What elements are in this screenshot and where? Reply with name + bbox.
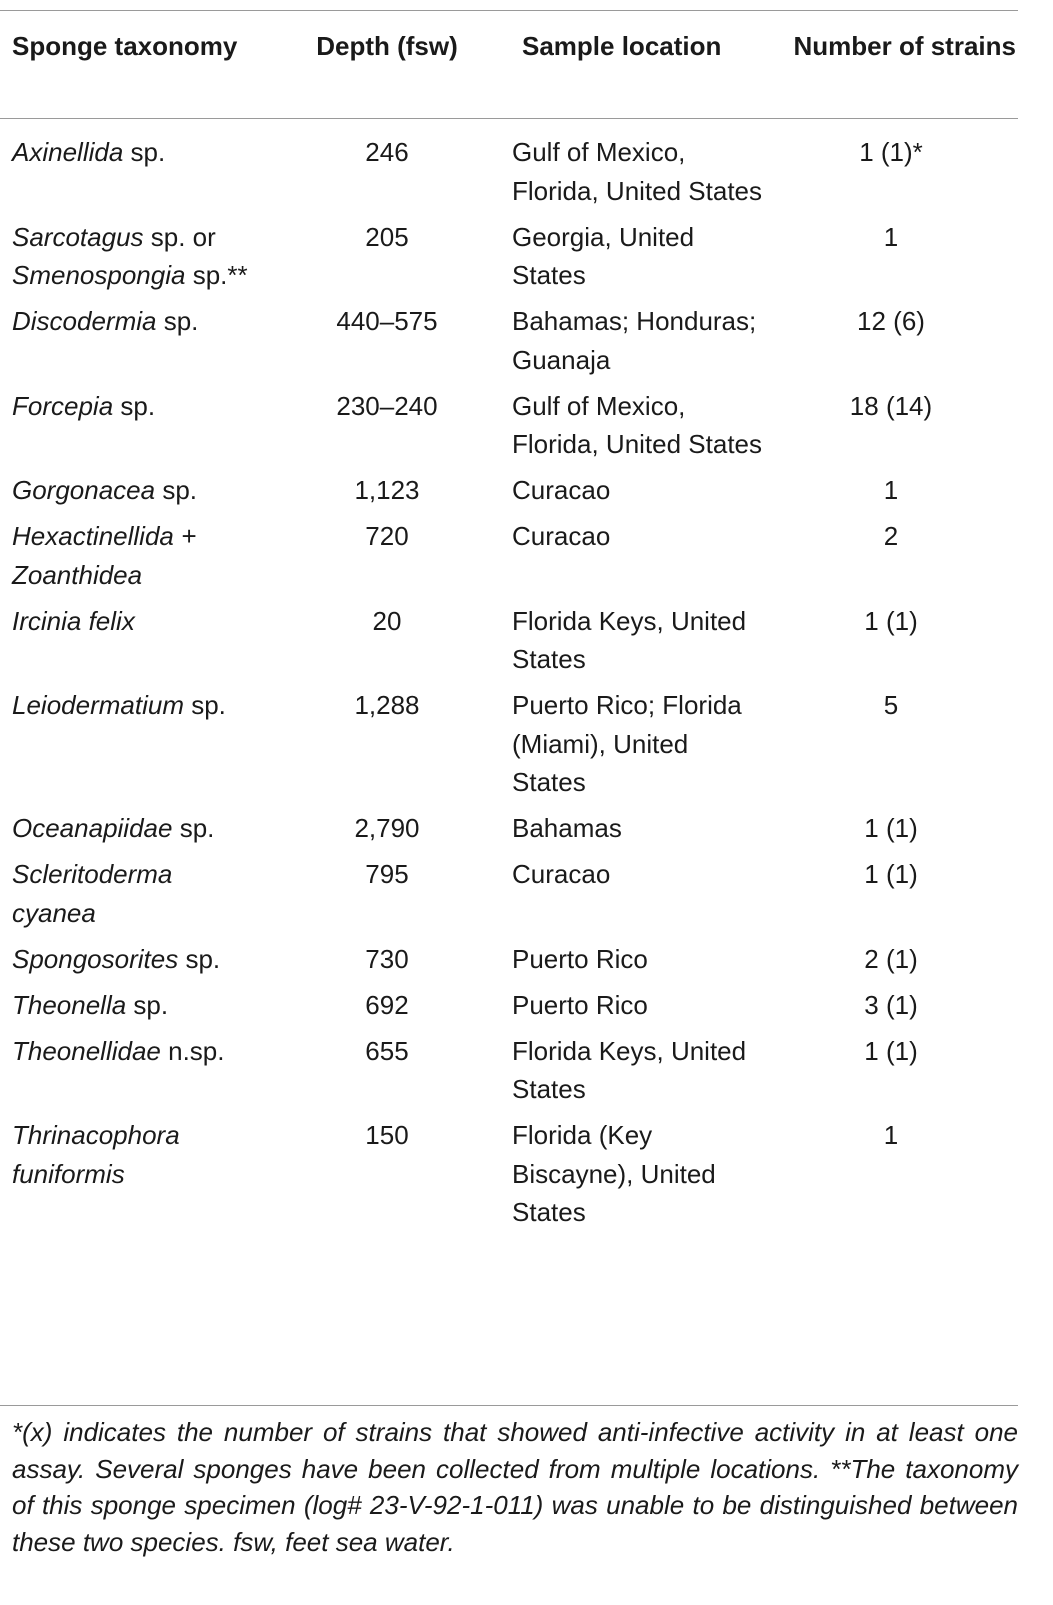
taxon-suffix: sp. (172, 813, 215, 843)
taxon-suffix: sp. (178, 943, 221, 974)
taxon-name: Sarcotagus (12, 221, 144, 252)
cell-sample-location: Bahamas (512, 813, 622, 843)
cell-sample-location: Puerto Rico (512, 943, 648, 974)
cell-taxonomy (0, 218, 262, 303)
table-row (0, 809, 1018, 855)
cell-depth: 1,123 (354, 475, 420, 505)
cell-sample-location: Curacao (512, 475, 611, 505)
cell-depth: 730 (365, 943, 409, 974)
cell-taxonomy (0, 986, 262, 1032)
table-row (0, 302, 1018, 387)
table-row (0, 118, 1018, 218)
cell-depth: 20 (372, 605, 402, 636)
cell-sample-location: Curacao (512, 521, 611, 551)
cell-sample-location: Gulf of Mexico, Florida, United States (512, 137, 763, 206)
cell-taxonomy (0, 387, 262, 472)
cell-depth: 655 (365, 1035, 409, 1066)
cell-number-of-strains: 1 (1)* (859, 137, 923, 167)
cell-sample-location: Florida (Key Biscayne), United States (512, 1120, 716, 1227)
cell-sample-location: Puerto Rico; Florida (Miami), United States (512, 690, 742, 797)
taxon-name: Oceanapiidae (12, 813, 173, 843)
cell-depth: 720 (365, 521, 409, 551)
taxon-suffix: sp. (183, 690, 226, 720)
table-row (0, 686, 1018, 809)
cell-taxonomy (0, 940, 262, 986)
taxon-name: Discodermia (12, 306, 157, 336)
header-sample-location: Sample location (522, 31, 722, 61)
taxon-suffix-alt: sp.** (185, 260, 248, 290)
cell-depth: 2,790 (354, 813, 420, 843)
taxon-suffix: sp. (113, 390, 156, 421)
cell-taxonomy (0, 471, 262, 517)
table-row (0, 387, 1018, 472)
cell-number-of-strains: 3 (1) (864, 989, 918, 1020)
taxon-name: Axinellida (12, 137, 124, 167)
header-depth: Depth (fsw) (316, 31, 458, 61)
cell-number-of-strains: 12 (6) (857, 306, 925, 336)
taxon-suffix: sp. (155, 475, 198, 505)
taxon-suffix: sp. (123, 137, 166, 167)
table-row (0, 602, 1018, 687)
table-row (0, 517, 1018, 602)
taxon-name: Scleritoderma cyanea (12, 859, 173, 928)
cell-number-of-strains: 18 (14) (849, 390, 933, 421)
table-header-row (0, 10, 1018, 118)
cell-number-of-strains: 1 (1) (864, 1035, 918, 1066)
cell-depth: 1,288 (354, 690, 420, 720)
cell-taxonomy (0, 686, 262, 809)
table-row (0, 1116, 1018, 1239)
table-bottom-rule (0, 1405, 1018, 1406)
cell-number-of-strains: 1 (883, 1120, 899, 1150)
table-row (0, 986, 1018, 1032)
table-row (0, 471, 1018, 517)
table-row (0, 855, 1018, 940)
taxon-name: Leiodermatium (12, 690, 184, 720)
taxon-suffix: n.sp. (160, 1035, 225, 1066)
cell-taxonomy (0, 517, 262, 602)
taxon-name: Hexactinellida + Zoanthidea (12, 521, 197, 590)
cell-depth: 440–575 (336, 306, 438, 336)
cell-sample-location: Florida Keys, United States (512, 1035, 747, 1104)
table-body (0, 118, 1018, 1239)
taxon-name-alt: Smenospongia (12, 260, 186, 290)
cell-depth: 150 (365, 1120, 409, 1150)
cell-taxonomy (0, 118, 262, 218)
taxon-name: Gorgonacea (12, 475, 156, 505)
cell-number-of-strains: 2 (1) (864, 943, 918, 974)
taxon-name: Spongosorites (12, 943, 179, 974)
cell-taxonomy (0, 302, 262, 387)
cell-sample-location: Gulf of Mexico, Florida, United States (512, 390, 763, 459)
taxon-name: Theonellidae (12, 1035, 161, 1066)
cell-taxonomy (0, 855, 262, 940)
table-footnote: *(x) indicates the number of strains that showed anti-infective activity in at least one assay. Several sponges have been collected from multiple locations. **The taxonomy of this sponge specimen (log# 23-V-92-1-011) was unable to be distinguished between these two species. fsw, feet sea water. (12, 1417, 1018, 1557)
cell-sample-location: Florida Keys, United States (512, 605, 747, 674)
cell-taxonomy (0, 1116, 262, 1239)
cell-depth: 692 (365, 989, 409, 1020)
taxon-suffix: sp. (126, 989, 169, 1020)
taxon-name: Ircinia felix (12, 605, 135, 636)
cell-taxonomy (0, 602, 262, 687)
sponge-strains-table (0, 10, 1018, 1239)
cell-sample-location: Curacao (512, 859, 611, 889)
header-number-of-strains: Number of strains (793, 31, 1016, 61)
cell-number-of-strains: 5 (883, 690, 899, 720)
cell-number-of-strains: 1 (883, 475, 899, 505)
taxon-suffix: sp. or (143, 221, 216, 252)
cell-taxonomy (0, 809, 262, 855)
table-row (0, 940, 1018, 986)
taxon-name: Thrinacophora funiformis (12, 1120, 180, 1189)
cell-number-of-strains: 2 (883, 521, 899, 551)
cell-sample-location: Puerto Rico (512, 989, 648, 1020)
cell-number-of-strains: 1 (1) (864, 813, 918, 843)
cell-depth: 205 (365, 221, 409, 252)
header-sponge-taxonomy: Sponge taxonomy (12, 31, 238, 61)
cell-sample-location: Georgia, United States (512, 221, 695, 290)
cell-sample-location: Bahamas; Honduras; Guanaja (512, 306, 757, 375)
table-row (0, 1032, 1018, 1117)
cell-depth: 795 (365, 859, 409, 889)
taxon-name: Forcepia (12, 390, 114, 421)
taxon-name: Theonella (12, 989, 127, 1020)
table-row (0, 218, 1018, 303)
cell-depth: 246 (365, 137, 409, 167)
cell-number-of-strains: 1 (1) (864, 605, 918, 636)
cell-number-of-strains: 1 (1) (864, 859, 918, 889)
cell-taxonomy (0, 1032, 262, 1117)
cell-number-of-strains: 1 (883, 221, 899, 252)
cell-depth: 230–240 (336, 390, 438, 421)
taxon-suffix: sp. (156, 306, 199, 336)
